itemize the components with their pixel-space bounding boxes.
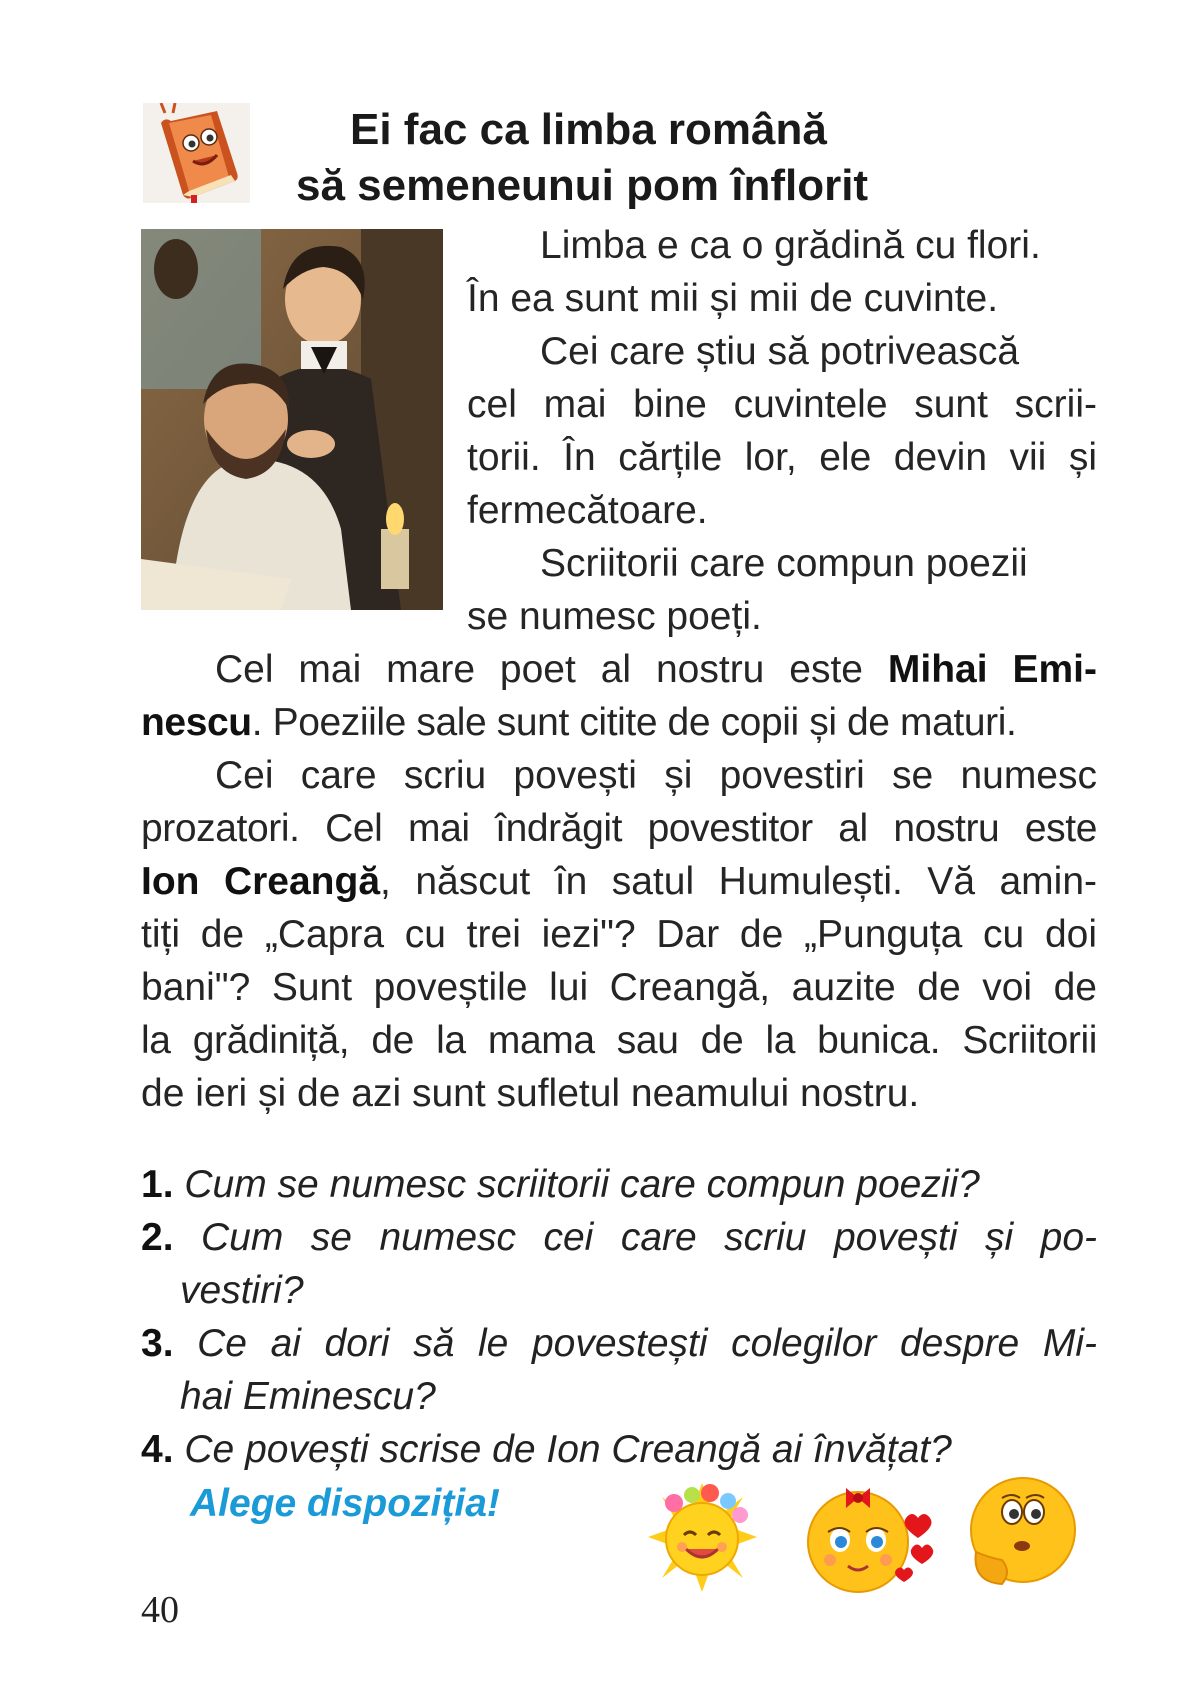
creanga-line-7: de ieri și de azi sunt sufletul neamului nostru. xyxy=(141,1072,920,1115)
question-2-continuation: vestiri? xyxy=(180,1269,304,1312)
side-text-line-3: Cei care știu să potrivească xyxy=(540,330,1020,373)
creanga-line-4: tiți de „Capra cu trei iezi"? Dar de „Punguța cu doi xyxy=(141,913,1097,956)
creanga-line-6: la grădiniță, de la mama sau de la bunica. Scriitorii xyxy=(141,1019,1097,1062)
page-number: 40 xyxy=(141,1589,179,1631)
mood-instruction: Alege dispoziția! xyxy=(190,1482,500,1525)
side-text-line-7: Scriitorii care compun poezii xyxy=(540,542,1028,585)
name-ion-creanga: Ion Creangă xyxy=(141,860,381,903)
flower-sun-emoji-icon[interactable] xyxy=(640,1475,765,1600)
side-text-line-8: se numesc poeți. xyxy=(467,595,762,638)
side-text-line-2: În ea sunt mii și mii de cuvinte. xyxy=(467,277,999,320)
creanga-line-3: Ion Creangă, născut în satul Humulești. Vă amin- xyxy=(141,860,1098,903)
eminescu-line-1: Cel mai mare poet al nostru este Mihai Emi- xyxy=(215,648,1097,691)
thinking-emoji-icon[interactable] xyxy=(962,1472,1084,1594)
eminescu-line-2: nescu. Poeziile sale sunt citite de copii și de maturi. xyxy=(141,701,1017,744)
question-3-continuation: hai Eminescu? xyxy=(180,1375,436,1418)
side-text-line-6: fermecătoare. xyxy=(467,489,708,532)
creanga-line-2: prozatori. Cel mai îndrăgit povestitor al nostru este xyxy=(141,807,1097,850)
page-title-line-1: Ei fac ca limba română xyxy=(350,105,827,154)
page-title-line-2: să semeneunui pom înflorit xyxy=(296,161,869,210)
creanga-line-1: Cei care scriu povești și povestiri se numesc xyxy=(215,754,1097,797)
creanga-line-5: bani"? Sunt poveștile lui Creangă, auzite de voi de xyxy=(141,966,1097,1009)
love-emoji-icon[interactable] xyxy=(800,1478,940,1598)
writers-illustration xyxy=(141,229,443,610)
side-text-line-4: cel mai bine cuvintele sunt scrii- xyxy=(467,383,1097,426)
book-mascot-icon xyxy=(143,103,250,203)
name-mihai-eminescu: Mihai Emi- xyxy=(887,648,1097,691)
question-3: 3. Ce ai dori să le povestești colegilor despre Mi- xyxy=(141,1322,1097,1365)
question-2: 2. Cum se numesc cei care scriu povești și po- xyxy=(141,1216,1097,1259)
side-text-line-1: Limba e ca o grădină cu flori. xyxy=(540,224,1041,267)
question-4: 4. Ce povești scrise de Ion Creangă ai învățat? xyxy=(141,1428,952,1471)
question-1: 1. Cum se numesc scriitorii care compun poezii? xyxy=(141,1163,980,1206)
side-text-line-5: torii. În cărțile lor, ele devin vii și xyxy=(467,436,1097,479)
